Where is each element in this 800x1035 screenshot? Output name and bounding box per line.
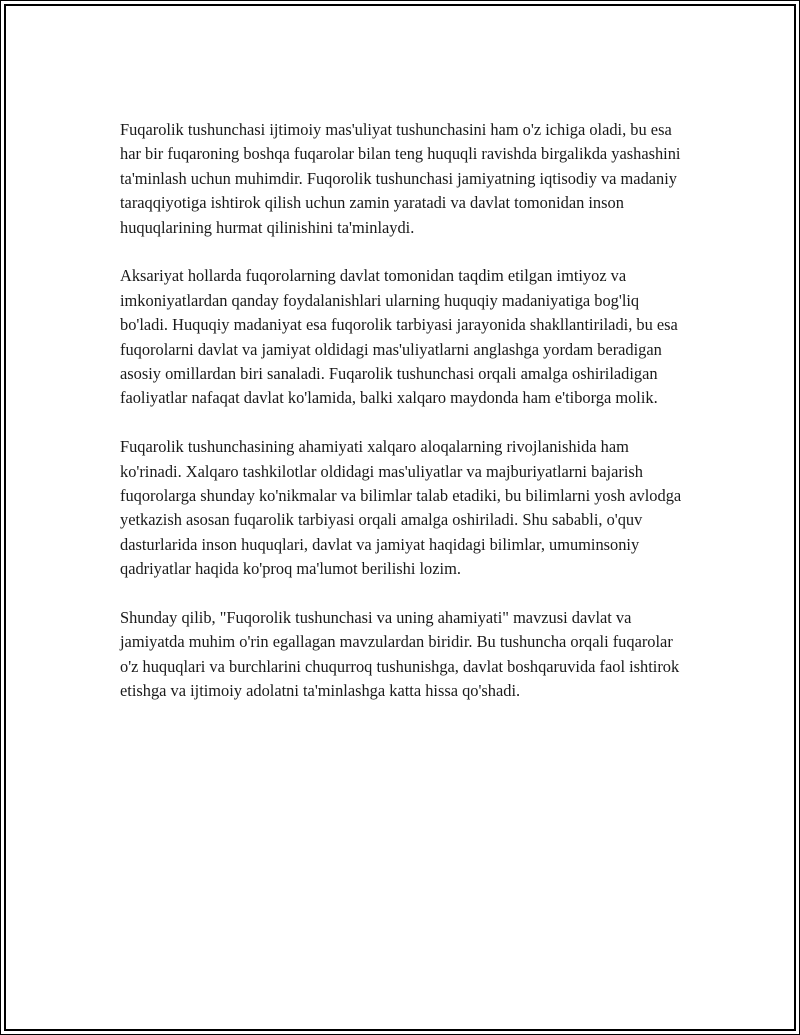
paragraph-3: Fuqarolik tushunchasining ahamiyati xalqaro aloqalarning rivojlanishida ham ko'rinadi. Xalqaro tashkilotlar oldidagi mas'uliyatlar va majburiyatlarni bajarish fuqorolarga shunday ko'nikmalar va bilimlar talab etadiki, bu bilimlarni yosh avlodga yetkazish asosan fuqarolik tarbiyasi orqali amalga oshiriladi. Shu sababli, o'quv dasturlarida inson huquqlari, davlat va jamiyat haqidagi bilimlar, umuminsoniy qadriyatlar haqida ko'proq ma'lumot berilishi lozim. (120, 437, 682, 579)
paragraph-1: Fuqarolik tushunchasi ijtimoiy mas'uliyat tushunchasini ham o'z ichiga oladi, bu esa har bir fuqaroning boshqa fuqarolar bilan teng huquqli ravishda birgalikda yashashini ta'minlash uchun muhimdir. Fuqorolik tushunchasi jamiyatning iqtisodiy va madaniy taraqqiyotiga ishtirok qilish uchun zamin yaratadi va davlat tomonidan inson huquqlarining hurmat qilinishini ta'minlaydi. (120, 120, 681, 237)
paragraph-4: Shunday qilib, "Fuqorolik tushunchasi va uning ahamiyati" mavzusi davlat va jamiyatda muhim o'rin egallagan mavzulardan biridir. Bu tushuncha orqali fuqarolar o'z huquqlari va burchlarini chuqurroq tushunishga, davlat boshqaruvida faol ishtirok etishga va ijtimoiy adolatni ta'minlashga katta hissa qo'shadi. (120, 608, 680, 701)
document-body (120, 118, 686, 704)
paragraph-2: Aksariyat hollarda fuqorolarning davlat tomonidan taqdim etilgan imtiyoz va imkoniyatlardan qanday foydalanishlari ularning huquqiy madaniyatiga bog'liq bo'ladi. Huquqiy madaniyat esa fuqorolik tarbiyasi jarayonida shakllantiriladi, bu esa fuqorolarni davlat va jamiyat oldidagi mas'uliyatlarni anglashga yordam beradigan asosiy omillardan biri sanaladi. Fuqarolik tushunchasi orqali amalga oshiriladigan faoliyatlar nafaqat davlat ko'lamida, balki xalqaro maydonda ham e'tiborga molik. (120, 266, 678, 408)
